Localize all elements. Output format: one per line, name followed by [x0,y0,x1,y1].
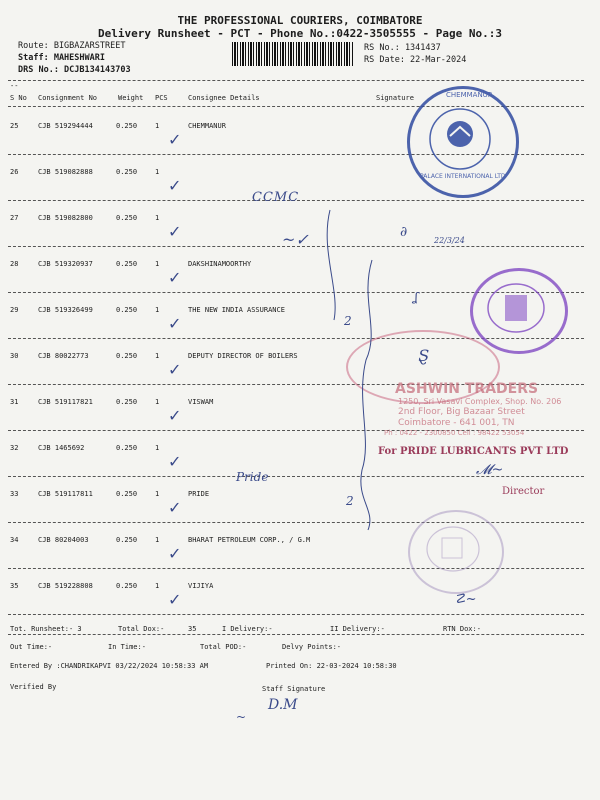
row-consignment: CJB 1465692 [38,444,85,452]
row-pcs: 1 [155,122,160,130]
row-consignment: CJB 519294444 [38,122,93,130]
runsheet-subtitle: Delivery Runsheet - PCT - Phone No.:0422-3505555 - Page No.:3 [98,27,502,40]
col-pcs: PCS [155,94,168,102]
col-sno: S No [10,94,27,102]
pen-mark: 2 [346,494,354,508]
row-weight: 0.250 [116,260,138,268]
check-mark-icon: ✓ [168,222,182,241]
check-mark-icon: ✓ [168,130,182,149]
row-weight: 0.250 [116,214,138,222]
staff-field: Staff: MAHESHWARI [18,53,105,63]
row-weight: 0.250 [116,582,138,590]
pen-mark: ∂ [400,224,408,240]
col-signature: Signature [376,94,414,102]
runsheet-title: THE PROFESSIONAL COURIERS, COIMBATORE [177,14,423,27]
traders-address: 1250, Sri Vasavi Complex, Shop. No. 206 [398,397,562,406]
row-consignment: CJB 519082888 [38,168,93,176]
staff-signature-handwritten: D.M [268,697,298,713]
stamp-text: PALACE INTERNATIONAL LTD [420,173,506,180]
header-dashes: -- [10,82,19,90]
row-sno: 31 [10,398,19,406]
col-weight: Weight [118,94,144,102]
row-sno: 34 [10,536,19,544]
check-mark-icon: ✓ [168,406,182,425]
out-time: Out Time:- [10,643,53,651]
row-weight: 0.250 [116,490,138,498]
row-pcs: 1 [155,214,160,222]
row-consignment: CJB 519117821 [38,398,93,406]
row-weight: 0.250 [116,168,138,176]
col-consignee: Consignee Details [188,94,260,102]
row-consignment: CJB 519117811 [38,490,93,498]
row-pcs: 1 [155,536,160,544]
pen-mark: ~✓ [282,230,309,249]
traders-address: 2nd Floor, Big Bazaar Street [398,407,525,417]
total-dox-value: 35 [188,625,197,633]
row-consignment: CJB 80204003 [38,536,89,544]
row-consignee: VIJIYA [188,582,214,590]
check-mark-icon: ✓ [168,314,182,333]
total-pod: Total POD:- [200,643,247,651]
traders-name: ASHWIN TRADERS [395,381,539,397]
check-mark-icon: ✓ [168,176,182,195]
handwritten-ccmc: CCMC [252,190,300,205]
handwritten-pride: Pride [236,470,269,484]
row-sno: 30 [10,352,19,360]
row-pcs: 1 [155,398,160,406]
row-sno: 29 [10,306,19,314]
pen-mark: 𝓜~ [476,462,504,478]
handwritten-date: 22/3/24 [434,236,465,245]
director-stamp: Director [502,486,545,497]
stamp-text: CHEMMANUR [446,91,493,99]
route-field: Route: BIGBAZARSTREET [18,41,126,51]
row-consignment: CJB 519326499 [38,306,93,314]
verified-by: Verified By [10,683,57,691]
staff-signature-label: Staff Signature [262,685,326,693]
row-sno: 33 [10,490,19,498]
row-consignee: DEPUTY DIRECTOR OF BOILERS [188,352,298,360]
entered-by: Entered By :CHANDRIKAPVI 03/22/2024 10:58:33 AM [10,662,209,670]
row-weight: 0.250 [116,536,138,544]
row-consignment: CJB 519320937 [38,260,93,268]
row-consignee: PRIDE [188,490,210,498]
check-mark-icon: ✓ [168,268,182,287]
rs-no-field: RS No.: 1341437 [364,43,441,53]
row-weight: 0.250 [116,444,138,452]
row-consignee: VISWAM [188,398,214,406]
row-consignment: CJB 80022773 [38,352,89,360]
pen-mark: ☡~ [454,592,477,607]
ii-delivery: II Delivery:- [330,625,385,633]
pride-company-stamp: For PRIDE LUBRICANTS PVT LTD [378,446,569,457]
row-sno: 25 [10,122,19,130]
row-consignment: CJB 519228808 [38,582,93,590]
row-sno: 32 [10,444,19,452]
row-sno: 26 [10,168,19,176]
in-time: In Time:- [108,643,146,651]
row-sno: 35 [10,582,19,590]
i-delivery: I Delivery:- [222,625,273,633]
row-pcs: 1 [155,352,160,360]
row-weight: 0.250 [116,352,138,360]
rtn-dox: RTN Dox:- [443,625,481,633]
row-pcs: 1 [155,490,160,498]
row-pcs: 1 [155,582,160,590]
row-consignee: THE NEW INDIA ASSURANCE [188,306,285,314]
row-weight: 0.250 [116,306,138,314]
row-weight: 0.250 [116,398,138,406]
check-mark-icon: ✓ [168,544,182,563]
drs-field: DRS No.: DCJB134143703 [18,65,131,75]
pen-mark: ʆ [414,290,418,304]
check-mark-icon: ✓ [168,360,182,379]
row-sno: 27 [10,214,19,222]
row-sno: 28 [10,260,19,268]
check-mark-icon: ✓ [168,452,182,471]
traders-address: Coimbatore - 641 001, TN [398,418,515,428]
total-dox-label: Total Dox:- [118,625,165,633]
check-mark-icon: ✓ [168,590,182,609]
row-consignee: DAKSHINAMOORTHY [188,260,252,268]
pen-mark: 2 [344,314,352,328]
tot-runsheet: Tot. Runsheet:- 3 [10,625,82,633]
printed-on: Printed On: 22-03-2024 10:58:30 [266,662,397,670]
rs-date-field: RS Date: 22-Mar-2024 [364,55,467,65]
row-pcs: 1 [155,306,160,314]
row-weight: 0.250 [116,122,138,130]
check-mark-icon: ✓ [168,498,182,517]
row-pcs: 1 [155,444,160,452]
col-consignment: Consignment No [38,94,98,102]
row-consignment: CJB 519082800 [38,214,93,222]
traders-address: Ph : 0422 - 2300850 Cell : 98422 53054 [384,429,525,437]
row-consignee: CHEMMANUR [188,122,226,130]
row-consignee: BHARAT PETROLEUM CORP., / G.M [188,536,311,544]
row-pcs: 1 [155,168,160,176]
pen-mark: ~ [236,710,247,724]
delvy-points: Delvy Points:- [282,643,342,651]
pen-mark: Ȿ [418,346,429,365]
row-pcs: 1 [155,260,160,268]
